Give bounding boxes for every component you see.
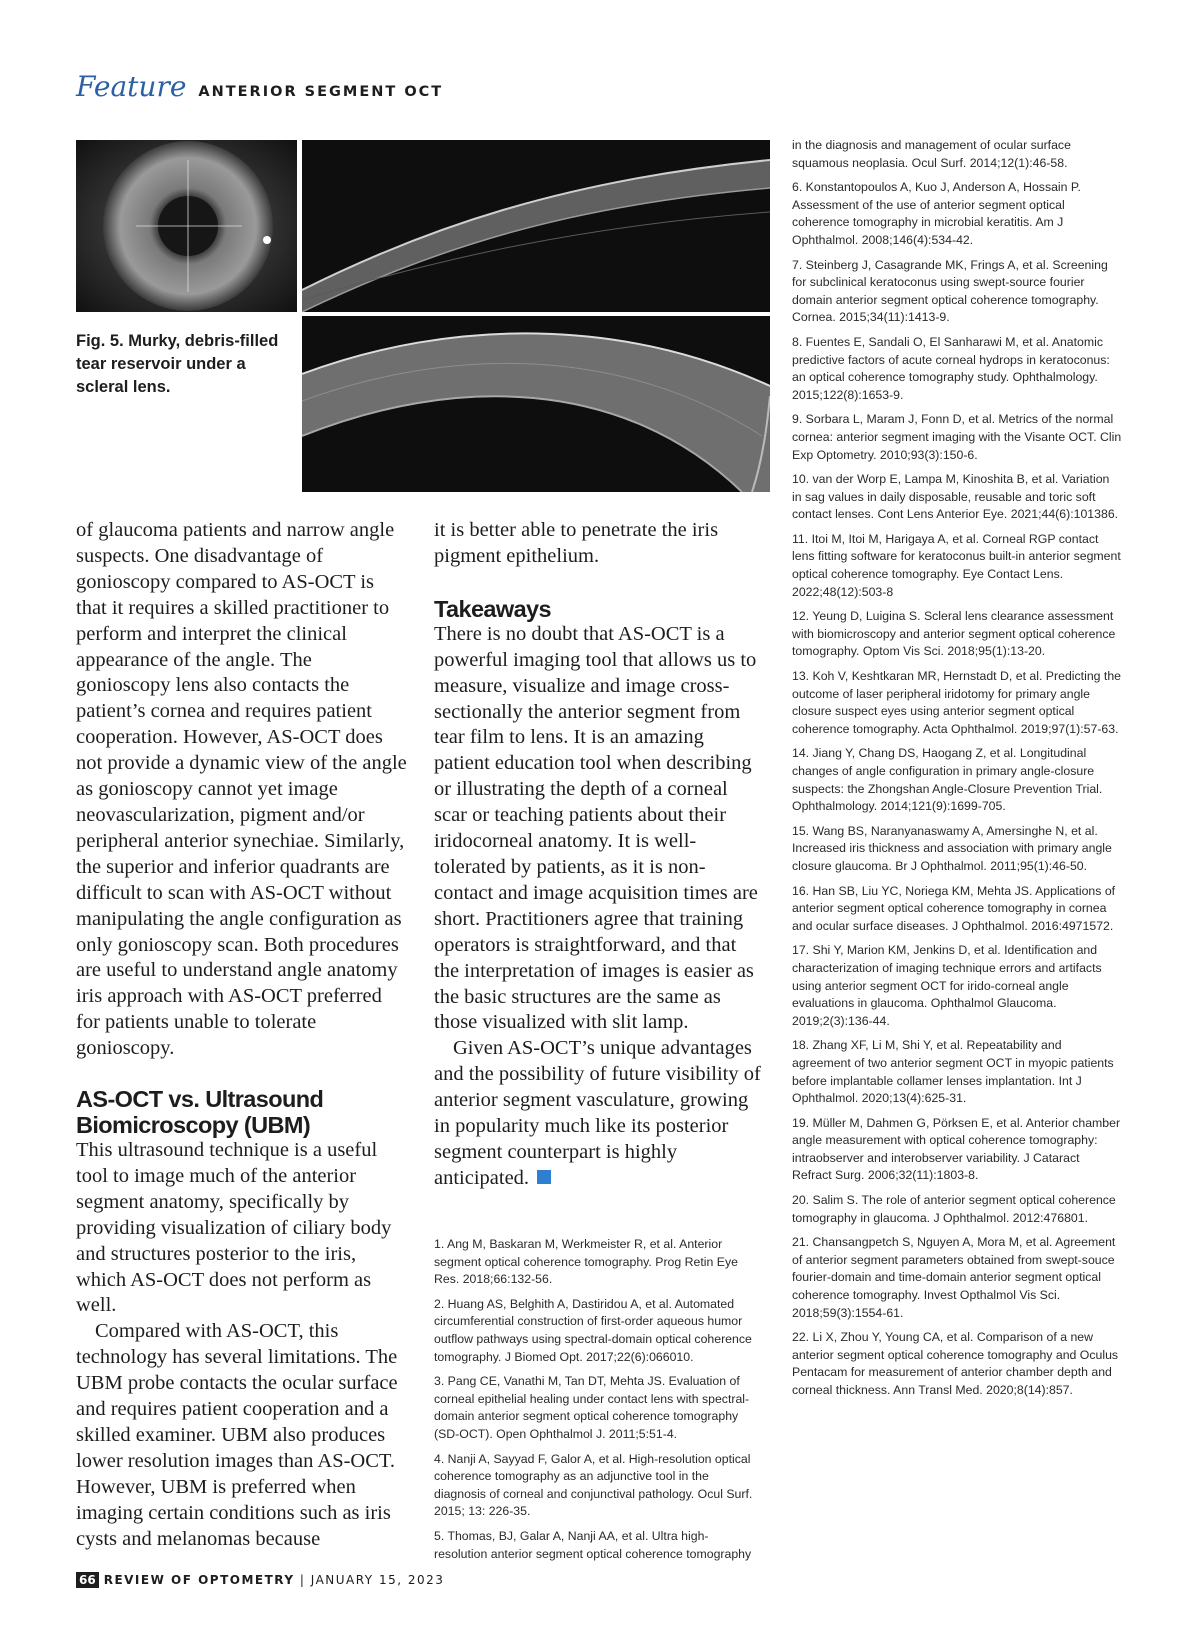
reference: 8. Fuentes E, Sandali O, El Sanharawi M, et al. Anatomic predictive factors of acute corneal hydrops in keratoconus: an optical coherence tomography study. Ophthalmology. 2015;122(8):1653-9.: [792, 334, 1110, 402]
issue-date: JANUARY 15, 2023: [310, 1573, 445, 1587]
reference: 20. Salim S. The role of anterior segment optical coherence tomography in glaucoma. J Ophthalmol. 2012:476801.: [792, 1193, 1116, 1225]
feature-label: Feature: [76, 70, 187, 103]
reference: 7. Steinberg J, Casagrande MK, Frings A, et al. Screening for subclinical keratoconus using swept-source fourier domain anterior segment optical coherence tomography. Cornea. 2015;34(11):1413-9.: [792, 257, 1108, 325]
references-list-right: [792, 137, 1122, 1407]
magazine-name: REVIEW OF OPTOMETRY: [103, 1573, 295, 1587]
reference: 3. Pang CE, Vanathi M, Tan DT, Mehta JS. Evaluation of corneal epithelial healing under contact lens with spectral-domain anterior segment optical coherence tomography (SD-OCT). Open Ophthalmol J. 2011;5:51-4.: [434, 1374, 750, 1441]
reference: 12. Yeung D, Luigina S. Scleral lens clearance assessment with biomicroscopy and anterior segment optical coherence tomography. Optom Vis Sci. 2018;95(1):13-20.: [792, 609, 1116, 659]
reference: 16. Han SB, Liu YC, Noriega KM, Mehta JS. Applications of anterior segment optical coherence tomography in cornea and ocular surface diseases. J Ophthalmol. 2016:4971572.: [792, 883, 1116, 933]
paragraph: This ultrasound technique is a useful tool to image much of the anterior segment anatomy, specifically by providing visualization of ciliary body and structures posterior to the iris, which AS-OCT does not perform as well.: [76, 1139, 392, 1317]
paragraph-text: Given AS-OCT’s unique advantages and the possibility of future visibility of anterior segment vasculature, growing in popularity much like its posterior segment counterpart is highly anticipated.: [434, 1037, 761, 1189]
oct-scan-top: [302, 140, 770, 312]
reference: 6. Konstantopoulos A, Kuo J, Anderson A, Hossain P. Assessment of the use of anterior segment optical coherence tomography in microbial keratitis. Am J Ophthalmol. 2008;146(4):534-42.: [792, 180, 1081, 247]
section-heading: AS-OCT vs. Ultrasound Biomicroscopy (UBM): [76, 1086, 324, 1139]
reference: 1. Ang M, Baskaran M, Werkmeister R, et al. Anterior segment optical coherence tomography. Prog Retin Eye Res. 2018;66:132-56.: [434, 1237, 738, 1287]
reference: 11. Itoi M, Itoi M, Harigaya A, et al. Corneal RGP contact lens fitting software for keratoconus built-in anterior segment optical coherence tomography. Eye Contact Lens. 2022;48(12):503-8: [792, 531, 1121, 599]
reference: 19. Müller M, Dahmen G, Pörksen E, et al. Anterior chamber angle measurement with optical coherence tomography: intraobserver and interobserver variability. J Cataract Refract Surg. 2006;32(11):1803-8.: [792, 1115, 1121, 1183]
reference: 13. Koh V, Keshtkaran MR, Hernstadt D, et al. Predicting the outcome of laser peripheral iridotomy for primary angle closure suspect eyes using anterior segment optical coherence tomography. Acta Ophthalmol. 2019;97(1):57-63.: [792, 669, 1122, 736]
reference: 5. Thomas, BJ, Galar A, Nanji AA, et al. Ultra high-resolution anterior segment optical coherence tomography: [434, 1528, 752, 1561]
section-heading: Takeaways: [434, 595, 551, 622]
reference: 10. van der Worp E, Lampa M, Kinoshita B, et al. Variation in sag values in daily disposable, reusable and toric soft contact lenses. Cont Lens Anterior Eye. 2021;44(6):101386.: [792, 472, 1119, 522]
section-title: ANTERIOR SEGMENT OCT: [198, 84, 444, 100]
paragraph: of glaucoma patients and narrow angle suspects. One disadvantage of gonioscopy compared to AS-OCT is that it requires a skilled practitioner to perform and interpret the clinical appearance of the angle. The gonioscopy lens also contacts the patient’s cornea and requires patient cooperation. However, AS-OCT does not provide a dynamic view of the angle as gonioscopy cannot yet image neovascularization, pigment and/or peripheral anterior synechiae. Similarly, the superior and inferior quadrants are difficult to scan with AS-OCT without manipulating the angle configuration as only gonioscopy scan. Both procedures are useful to understand angle anatomy iris approach with AS-OCT preferred for patients unable to tolerate gonioscopy.: [76, 519, 407, 1060]
paragraph: There is no doubt that AS-OCT is a powerful imaging tool that allows us to measure, visualize and image cross-sectionally the anterior segment from tear film to lens. It is an amazing patient education tool when describing or illustrating the depth of a corneal scar or teaching patients about their iridocorneal anatomy. It is well-tolerated by patients, as it is non-contact and image acquisition times are short. Practitioners agree that training operators is straightforward, and that the interpretation of images is easier as the basic structures are the same as those visualized with slit lamp.: [434, 622, 758, 1034]
reference: 2. Huang AS, Belghith A, Dastiridou A, et al. Automated circumferential construction of first-order aqueous humor outflow pathways using spectral-domain optical coherence tomography. J Biomed Opt. 2017;22(6):066010.: [434, 1296, 752, 1364]
paragraph: Compared with AS-OCT, this technology has several limitations. The UBM probe contacts the ocular surface and requires patient cooperation and a skilled examiner. UBM also produces lower resolution images than AS-OCT. However, UBM is preferred when imaging certain conditions such as iris cysts and melanomas because: [76, 1320, 398, 1550]
oct-scan-bottom: [302, 316, 770, 492]
page-header: [76, 70, 443, 110]
page-number: 66: [76, 1572, 99, 1588]
reference: 18. Zhang XF, Li M, Shi Y, et al. Repeatability and agreement of two anterior segment OCT in myopic patients before implantable collamer lenses implantation. Int J Ophthalmol. 2020;13(4):625-31.: [792, 1038, 1114, 1106]
references-list-mid: [434, 1236, 756, 1570]
paragraph: it is better able to penetrate the iris pigment epithelium.: [434, 519, 719, 567]
end-mark-icon: [537, 1170, 551, 1184]
paragraph: [434, 1036, 764, 1191]
reference: 4. Nanji A, Sayyad F, Galor A, et al. High-resolution optical coherence tomography as an adjunctive tool in the diagnosis of corneal and conjunctival pathology. Ocul Surf. 2015; 13: 226-35.: [434, 1451, 753, 1519]
reference: 9. Sorbara L, Maram J, Fonn D, et al. Metrics of the normal cornea: anterior segment imaging with the Visante OCT. Clin Exp Optometry. 2010;93(3):150-6.: [792, 412, 1122, 462]
body-column-2: [434, 518, 764, 1192]
reference: 22. Li X, Zhou Y, Young CA, et al. Comparison of a new anterior segment optical coherence tomography and Oculus Pentacam for measurement of anterior chamber depth and corneal thickness. Ann Transl Med. 2020;8(14):857.: [792, 1330, 1119, 1397]
reference: in the diagnosis and management of ocular surface squamous neoplasia. Ocul Surf. 2014;12(1):46-58.: [792, 138, 1071, 170]
reference: 17. Shi Y, Marion KM, Jenkins D, et al. Identification and characterization of imaging technique errors and artifacts using anterior segment OCT for irido-corneal angle evaluations in glaucoma. Ophthalmol Glaucoma. 2019;2(3):136-44.: [792, 943, 1102, 1028]
reference: 21. Chansangpetch S, Nguyen A, Mora M, et al. Agreement of anterior segment parameters obtained from swept-souce fourier-domain and time-domain anterior segment optical coherence tomography. Invest Opthalmol Vis Sci. 2018;59(3):1554-61.: [792, 1235, 1116, 1320]
slit-lamp-eye-photo: [76, 140, 297, 312]
page-footer: 66 REVIEW OF OPTOMETRY | JANUARY 15, 2023: [76, 1572, 444, 1592]
figure-caption: Fig. 5. Murky, debris-filled tear reservoir under a scleral lens.: [76, 332, 279, 396]
reference: 14. Jiang Y, Chang DS, Haogang Z, et al. Longitudinal changes of angle configuration in primary angle-closure suspects: the Zhongshan Angle-Closure Prevention Trial. Ophthalmology. 2014;121(9):1699-705.: [792, 746, 1103, 814]
body-column-1: [76, 518, 408, 1553]
reference: 15. Wang BS, Naranyanaswamy A, Amersinghe N, et al. Increased iris thickness and association with primary angle closure glaucoma. Br J Ophthalmol. 2011;95(1):46-50.: [792, 823, 1112, 873]
